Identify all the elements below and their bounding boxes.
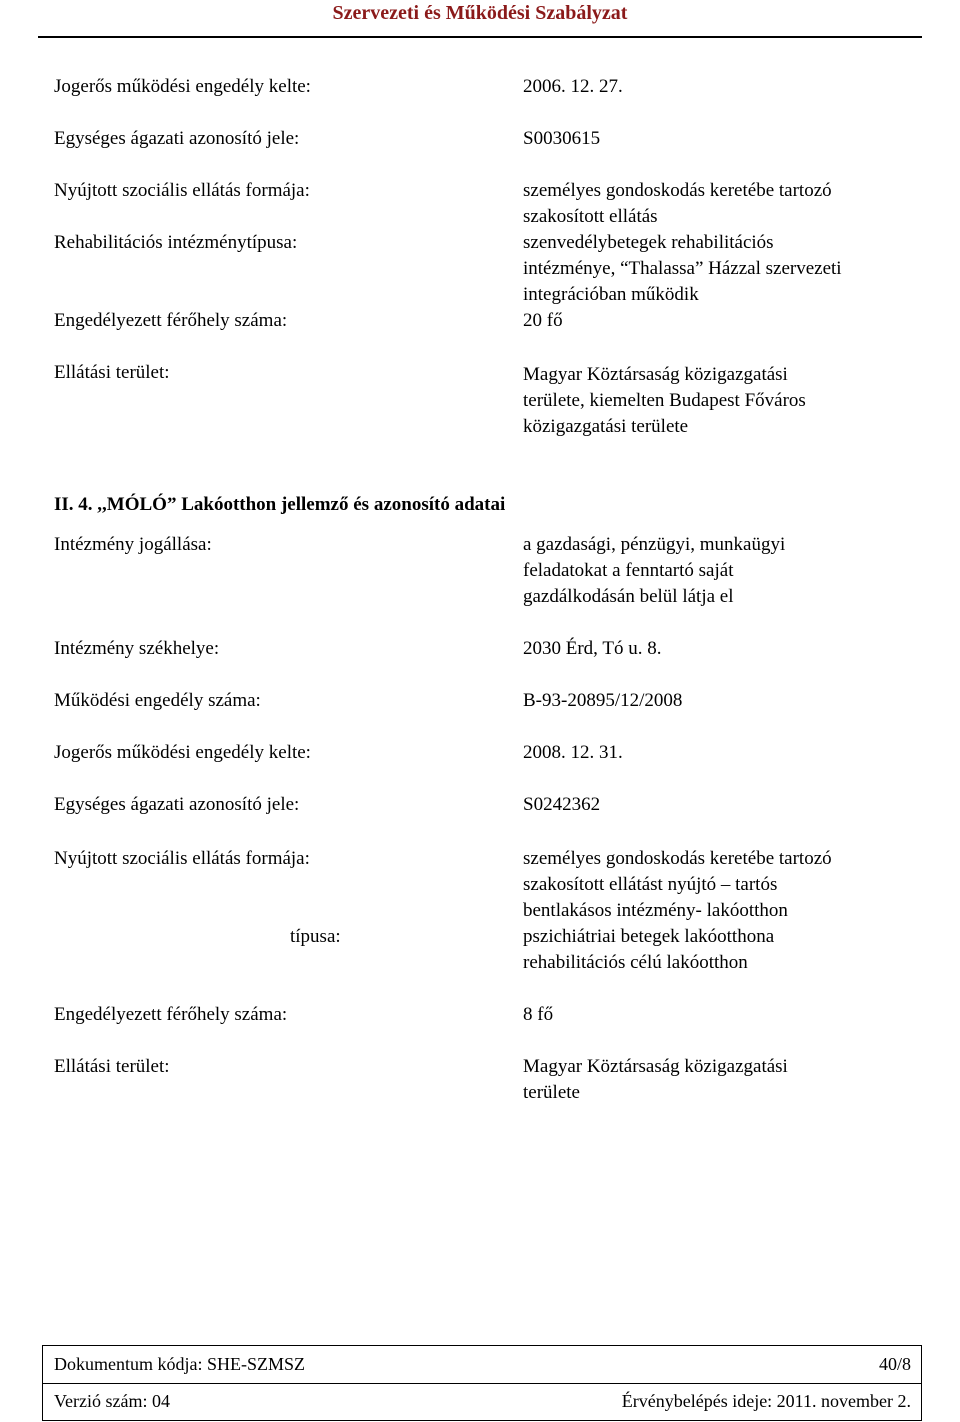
- label-agazati-azonosito-2: Egységes ágazati azonosító jele:: [54, 794, 300, 815]
- label-tipusa: típusa:: [290, 926, 341, 947]
- value-ferohely: 20 fő: [523, 310, 563, 331]
- label-ellatas-formaja: Nyújtott szociális ellátás formája:: [54, 180, 310, 201]
- label-intezmenytipus: Rehabilitációs intézménytípusa:: [54, 232, 298, 253]
- section-heading-molo: II. 4. ,,MÓLÓ” Lakóotthon jellemző és azonosító adatai: [54, 494, 506, 515]
- label-agazati-azonosito: Egységes ágazati azonosító jele:: [54, 128, 300, 149]
- value-ellatas-formaja-2-line1: személyes gondoskodás keretébe tartozó: [523, 848, 832, 869]
- footer-effective-date: Érvénybelépés ideje: 2011. november 2.: [621, 1391, 911, 1411]
- label-ellatasi-terulet: Ellátási terület:: [54, 362, 170, 383]
- value-ellatas-formaja-line2: szakosított ellátás: [523, 206, 658, 227]
- label-ferohely-2: Engedélyezett férőhely száma:: [54, 1004, 288, 1025]
- value-jogallas-line3: gazdálkodásán belül látja el: [523, 586, 734, 607]
- label-ellatas-formaja-2: Nyújtott szociális ellátás formája:: [54, 848, 310, 869]
- footer-version: Verzió szám: 04: [54, 1391, 170, 1411]
- value-ellatasi-terulet-line2: területe, kiemelten Budapest Főváros: [523, 390, 806, 411]
- value-engedely-szama: B-93-20895/12/2008: [523, 690, 683, 711]
- value-intezmenytipus-line1: szenvedélybetegek rehabilitációs: [523, 232, 774, 253]
- value-tipusa-line2: rehabilitációs célú lakóotthon: [523, 952, 748, 973]
- value-ellatasi-terulet-2-line1: Magyar Köztársaság közigazgatási: [523, 1056, 788, 1077]
- value-jogallas-line2: feladatokat a fenntartó saját: [523, 560, 734, 581]
- value-tipusa-line1: pszichiátriai betegek lakóotthona: [523, 926, 775, 947]
- value-ellatas-formaja-line1: személyes gondoskodás keretébe tartozó: [523, 180, 832, 201]
- label-ferohely: Engedélyezett férőhely száma:: [54, 310, 288, 331]
- value-jogallas-line1: a gazdasági, pénzügyi, munkaügyi: [523, 534, 786, 555]
- value-jogeros-kelte-2: 2008. 12. 31.: [523, 742, 623, 763]
- footer-page-number: 40/8: [878, 1354, 911, 1374]
- value-ellatasi-terulet-2-line2: területe: [523, 1082, 580, 1103]
- label-szekhely: Intézmény székhelye:: [54, 638, 220, 659]
- value-intezmenytipus-line3: integrációban működik: [523, 284, 699, 305]
- label-ellatasi-terulet-2: Ellátási terület:: [54, 1056, 170, 1077]
- value-agazati-azonosito-2: S0242362: [523, 794, 601, 815]
- value-ellatas-formaja-2-line3: bentlakásos intézmény- lakóotthon: [523, 900, 788, 921]
- header-divider: [38, 36, 922, 38]
- label-engedely-szama: Működési engedély száma:: [54, 690, 261, 711]
- value-ellatas-formaja-2-line2: szakosított ellátást nyújtó – tartós: [523, 874, 778, 895]
- document-footer: [42, 1345, 922, 1421]
- value-ellatasi-terulet-line3: közigazgatási területe: [523, 416, 689, 437]
- label-jogallas: Intézmény jogállása:: [54, 534, 212, 555]
- value-jogeros-kelte: 2006. 12. 27.: [523, 76, 623, 97]
- value-ferohely-2: 8 fő: [523, 1004, 554, 1025]
- label-jogeros-kelte-2: Jogerős működési engedély kelte:: [54, 742, 311, 763]
- value-agazati-azonosito: S0030615: [523, 128, 601, 149]
- value-intezmenytipus-line2: intézménye, “Thalassa” Házzal szervezeti: [523, 258, 842, 279]
- footer-divider: [43, 1383, 921, 1384]
- document-header-title: Szervezeti és Működési Szabályzat: [332, 2, 628, 24]
- footer-doc-code: Dokumentum kódja: SHE-SZMSZ: [54, 1354, 305, 1374]
- value-szekhely: 2030 Érd, Tó u. 8.: [523, 638, 662, 659]
- label-jogeros-kelte: Jogerős működési engedély kelte:: [54, 76, 311, 97]
- value-ellatasi-terulet-line1: Magyar Köztársaság közigazgatási: [523, 364, 788, 385]
